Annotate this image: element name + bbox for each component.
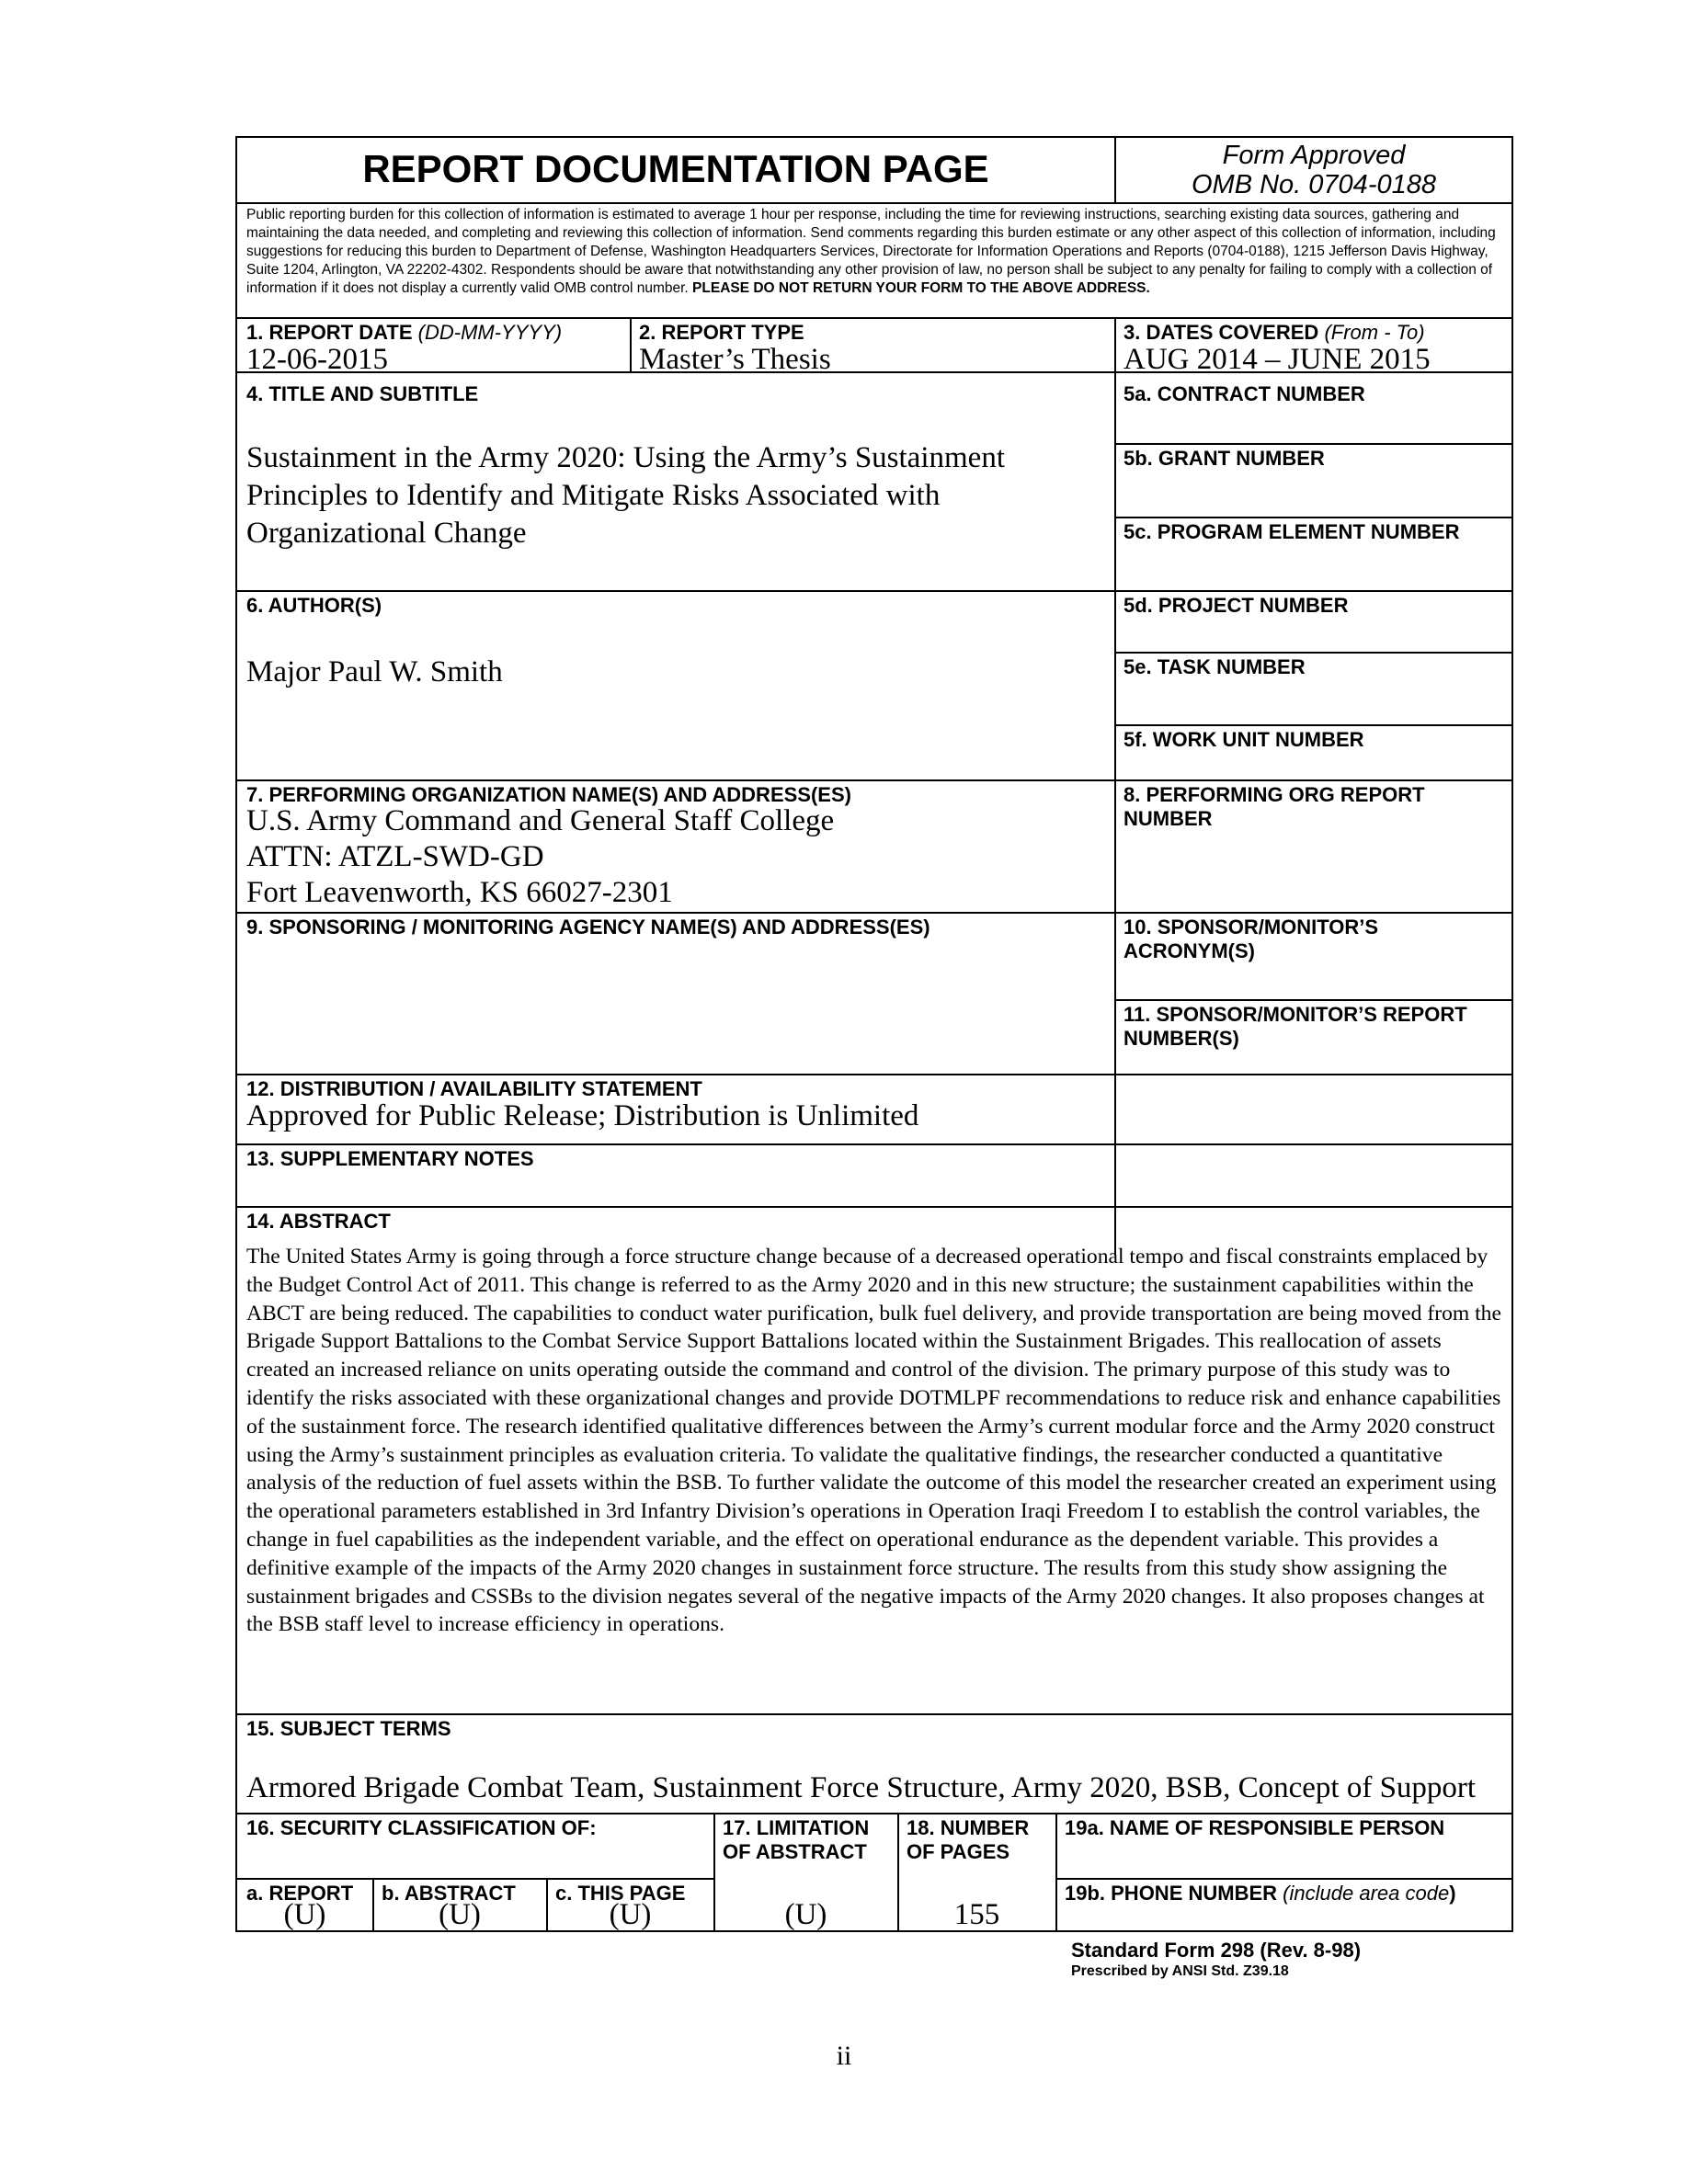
report-date-value: 12-06-2015: [246, 343, 388, 376]
distribution-value: Approved for Public Release; Distribution is Unlimited: [246, 1099, 919, 1132]
rule-abstract: [237, 1713, 1511, 1715]
supplementary-label: 13. SUPPLEMENTARY NOTES: [246, 1147, 534, 1170]
rule-subject: [237, 1813, 1511, 1814]
rule-sponsor: [237, 1074, 1511, 1075]
authors-label: 6. AUTHOR(S): [246, 594, 382, 617]
dates-covered-value: AUG 2014 – JUNE 2015: [1123, 343, 1431, 376]
limitation-label-1: 17. LIMITATION: [723, 1816, 870, 1839]
rule-distribution: [237, 1143, 1511, 1145]
work-unit-label: 5f. WORK UNIT NUMBER: [1123, 728, 1364, 751]
burden-text: Public reporting burden for this collection of information is estimated to average 1 hour per response, including the time for reviewing instructions, searching existing data sources, gathering and maintaining the data needed, and completing and reviewing this collection of information. Send comments regarding this burden estimate or any other aspect of this collection of information, including suggestions for reducing this burden to Department of Defense, Washington Headquarters Services, Directorate for Information Operations and Reports (0704-0188), 1215 Jefferson Davis Highway, Suite 1204, Arlington, VA 22202-4302. Respondents should be aware that notwithstanding any other provision of law, no person shall be subject to any penalty for failing to comply with a collection of information if it does not display a currently valid OMB control number.: [246, 207, 1496, 296]
page-class-label: c. THIS PAGE: [555, 1882, 686, 1905]
rule-5d: [1115, 652, 1511, 654]
title-subtitle-label: 4. TITLE AND SUBTITLE: [246, 382, 479, 405]
authors-value: Major Paul W. Smith: [246, 655, 503, 688]
distribution-label: 12. DISTRIBUTION / AVAILABILITY STATEMENT: [246, 1077, 702, 1100]
rule-5a: [1115, 443, 1511, 445]
omb-number: OMB No. 0704-0188: [1192, 170, 1436, 199]
limitation-label-2: OF ABSTRACT: [723, 1840, 867, 1863]
standard-form-name: Standard Form 298 (Rev. 8-98): [1071, 1939, 1362, 1962]
rule-burden: [237, 317, 1511, 319]
limitation-value: (U): [784, 1898, 827, 1931]
title-line-1: Sustainment in the Army 2020: Using the Army’s Sustainment: [246, 441, 1005, 474]
rule-5e: [1115, 724, 1511, 726]
prescribed-by: Prescribed by ANSI Std. Z39.18: [1071, 1963, 1289, 1979]
burden-statement: [246, 206, 1508, 298]
title-line-3: Organizational Change: [246, 517, 527, 550]
performing-report-label-2: NUMBER: [1123, 807, 1213, 830]
rule-supplementary: [237, 1206, 1511, 1208]
sponsor-acronym-label-2: ACRONYM(S): [1123, 939, 1255, 962]
program-element-label: 5c. PROGRAM ELEMENT NUMBER: [1123, 520, 1460, 543]
grant-number-label: 5b. GRANT NUMBER: [1123, 447, 1325, 470]
task-number-label: 5e. TASK NUMBER: [1123, 655, 1306, 678]
divider-18-19: [1055, 1813, 1057, 1932]
phone-label: 19b. PHONE NUMBER (include area code): [1065, 1882, 1456, 1905]
security-classification-label: 16. SECURITY CLASSIFICATION OF:: [246, 1816, 597, 1839]
rule-10: [1115, 999, 1511, 1001]
abstract-class-label: b. ABSTRACT: [382, 1882, 516, 1905]
rule-author: [237, 779, 1511, 781]
report-type-value: Master’s Thesis: [639, 343, 831, 376]
subject-terms-value: Armored Brigade Combat Team, Sustainment Force Structure, Army 2020, BSB, Concept of Support: [246, 1771, 1477, 1804]
performing-org-label: 7. PERFORMING ORGANIZATION NAME(S) AND ADDRESS(ES): [246, 783, 851, 806]
responsible-person-label: 19a. NAME OF RESPONSIBLE PERSON: [1065, 1816, 1445, 1839]
abstract-class-value: (U): [439, 1898, 481, 1931]
page-number: ii: [836, 2041, 852, 2071]
rule-16-sub: [237, 1878, 714, 1880]
sponsor-report-label-1: 11. SPONSOR/MONITOR’S REPORT: [1123, 1003, 1467, 1026]
rule-org: [237, 912, 1511, 914]
contract-number-label: 5a. CONTRACT NUMBER: [1123, 382, 1365, 405]
pages-value: 155: [953, 1898, 1000, 1931]
rule-19a: [1056, 1878, 1511, 1880]
report-class-value: (U): [283, 1898, 326, 1931]
page-class-value: (U): [609, 1898, 652, 1931]
title-line-2: Principles to Identify and Mitigate Risks Associated with: [246, 479, 941, 512]
divider-1-2: [630, 317, 632, 371]
pages-label-2: OF PAGES: [907, 1840, 1010, 1863]
abstract-text: The United States Army is going through a force structure change because of a decreased operational tempo and fiscal constraints emplaced by the Budget Control Act of 2011. This change is referred to as the Army 2020 and in this new structure; the sustainment capabilities within the ABCT are being reduced. The capabilities to conduct water purification, bulk fuel delivery, and provide transportation are being moved from the Brigade Support Battalions to the Combat Service Support Battalions located within the Sustainment Brigades. This reallocation of assets created an increased reliance on units operating outside the command and control of the division. The primary purpose of this study was to identify the risks associated with these organizational changes and provide DOTMLPF recommendations to reduce risk and enhance capabilities of the sustainment force. The research identified qualitative differences between the Army’s current modular force and the Army 2020 construct using the Army’s sustainment principles as evaluation criteria. To validate the qualitative findings, the researcher conducted a quantitative analysis of the reduction of fuel assets within the BSB. To further validate the outcome of this model the researcher created an experiment using the operational parameters established in 3rd Infantry Division’s operations in Operation Iraqi Freedom I to establish the control variables, the change in fuel capabilities as the independent variable, and the effect on operational endurance as the dependent variable. This provides a definitive example of the impacts of the Army 2020 changes in sustainment force structure. The results from this study show assigning the sustainment brigades and CSSBs to the division negates several of the negative impacts of the Army 2020 changes. It also proposes changes at the BSB staff level to increase efficiency in operations.: [246, 1245, 1501, 1637]
page-title: REPORT DOCUMENTATION PAGE: [362, 147, 989, 190]
project-number-label: 5d. PROJECT NUMBER: [1123, 594, 1349, 617]
dates-covered-label: 3. DATES COVERED (From - To): [1123, 321, 1425, 344]
rule-5b: [1115, 517, 1511, 518]
rule-header: [237, 202, 1511, 204]
abstract-label: 14. ABSTRACT: [246, 1210, 391, 1233]
sponsoring-agency-label: 9. SPONSORING / MONITORING AGENCY NAME(S) AND ADDRESS(ES): [246, 916, 930, 938]
rule-title: [237, 590, 1511, 592]
performing-report-label-1: 8. PERFORMING ORG REPORT: [1123, 783, 1425, 806]
form-approved-label: Form Approved: [1222, 141, 1406, 170]
sponsor-report-label-2: NUMBER(S): [1123, 1027, 1239, 1050]
report-documentation-form: [235, 136, 1513, 1932]
subject-terms-label: 15. SUBJECT TERMS: [246, 1717, 451, 1740]
report-type-label: 2. REPORT TYPE: [639, 321, 804, 344]
performing-org-line-3: Fort Leavenworth, KS 66027-2301: [246, 876, 673, 909]
pages-label-1: 18. NUMBER: [907, 1816, 1030, 1839]
performing-org-line-1: U.S. Army Command and General Staff College: [246, 804, 835, 837]
performing-org-line-2: ATTN: ATZL-SWD-GD: [246, 840, 544, 873]
report-date-label: 1. REPORT DATE (DD-MM-YYYY): [246, 321, 563, 344]
burden-bold-notice: PLEASE DO NOT RETURN YOUR FORM TO THE ABOVE ADDRESS.: [692, 280, 1150, 296]
report-class-label: a. REPORT: [246, 1882, 354, 1905]
divider-right-column: [1114, 317, 1116, 1256]
sponsor-acronym-label-1: 10. SPONSOR/MONITOR’S: [1123, 916, 1379, 938]
